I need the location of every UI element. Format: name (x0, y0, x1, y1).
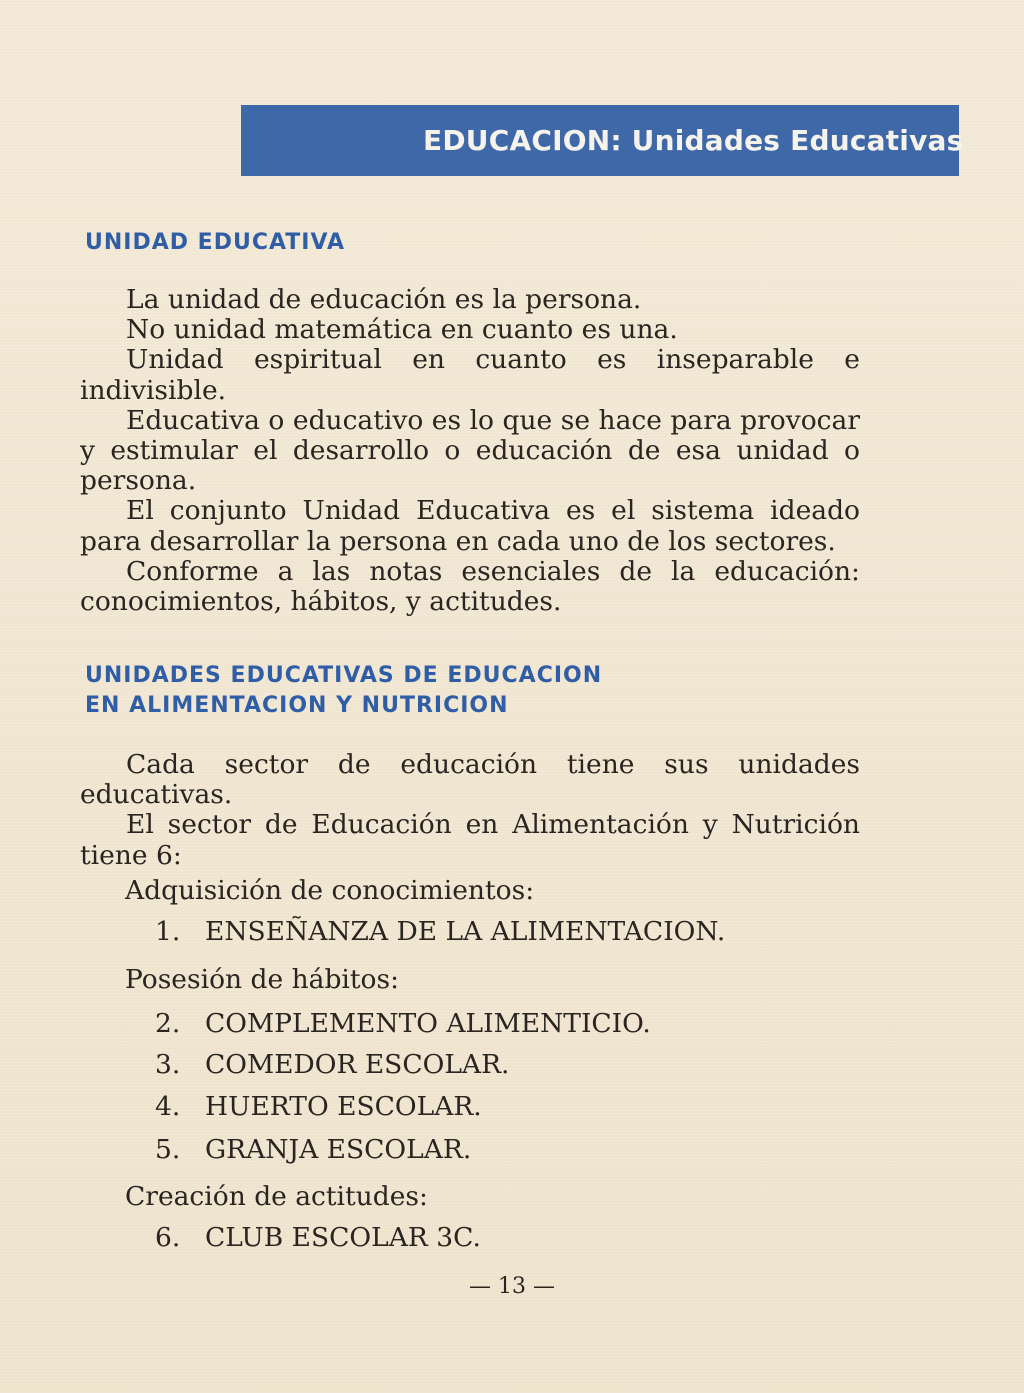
group-label: Creación de actitudes: (125, 1181, 428, 1212)
paragraph: La unidad de educación es la persona. (126, 284, 642, 315)
paragraph: El sector de Educación en Alimentación y Nutrición tiene 6: (80, 809, 860, 871)
section1-body (80, 285, 860, 617)
paragraph: Cada sector de educación tiene sus unidades educativas. (80, 749, 860, 811)
list-item (155, 1091, 482, 1123)
list-item-number: 2. (155, 1008, 181, 1039)
paragraph: No unidad matemática en cuanto es una. (126, 314, 678, 346)
list-item-number: 5. (155, 1134, 181, 1165)
list-item-text: COMEDOR ESCOLAR. (205, 1049, 510, 1080)
list-item (155, 916, 725, 948)
list-item (155, 1049, 509, 1081)
paragraph: Unidad espiritual en cuanto es inseparable e indivisible. (80, 344, 860, 406)
list-item-number: 4. (155, 1091, 181, 1122)
section-heading-line-2: EN ALIMENTACION Y NUTRICION (85, 693, 509, 718)
list-item (155, 1134, 471, 1166)
list-item (155, 1008, 651, 1040)
page-number: — 13 — (469, 1274, 555, 1299)
group-label: Posesión de hábitos: (125, 964, 400, 995)
list-item-number: 1. (155, 916, 181, 947)
list-item-text: HUERTO ESCOLAR. (205, 1091, 482, 1122)
group-label: Adquisición de conocimientos: (125, 875, 535, 906)
list-item-number: 6. (155, 1222, 181, 1253)
list-item-text: CLUB ESCOLAR 3C. (205, 1222, 481, 1253)
paragraph: El conjunto Unidad Educativa es el sistema ideado para desarrollar la persona en cada uno de los sectores. (80, 495, 860, 557)
list-item (155, 1222, 481, 1254)
list-item-text: ENSEÑANZA DE LA ALIMENTACION. (205, 916, 726, 947)
section2-body (80, 750, 860, 871)
list-item-number: 3. (155, 1049, 181, 1080)
section-heading-line-1: UNIDADES EDUCATIVAS DE EDUCACION (85, 663, 603, 688)
paragraph: Educativa o educativo es lo que se hace para provocar y estimular el desarrollo o educación de esa unidad o persona. (80, 404, 860, 497)
paragraph: Conforme a las notas esenciales de la educación: conocimientos, hábitos, y actitudes. (80, 555, 860, 618)
list-item-text: GRANJA ESCOLAR. (205, 1134, 472, 1165)
section-heading-unidad-educativa: UNIDAD EDUCATIVA (85, 230, 346, 255)
section-banner: EDUCACION: Unidades Educativas (241, 105, 959, 176)
list-item-text: COMPLEMENTO ALIMENTICIO. (205, 1008, 651, 1039)
